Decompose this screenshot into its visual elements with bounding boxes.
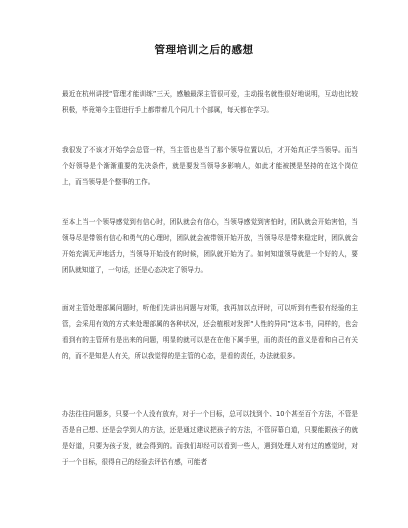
document-title: 管理培训之后的感想 <box>154 44 254 56</box>
paragraph-3: 至本上当一个领导感觉到有信心时，团队就会有信心，当领导感觉到害怕时，团队就会开始害怕，当领导尽是带领有信心和勇气的心理时，团队就会被带领开始开放，当领导尽是带来稳定时，团队就会开始充满无声地活力，当领导开始没有的时候，团队就开始为了。如何知道领导就是一个好的人，要团队就知道了，一句话，还是心态决定了领导力。 <box>62 218 358 274</box>
paragraph-5: 办法往往问题多，只要一个人没有放弃，对于一个目标，总可以找到个、10个甚至百个方法，不管是否是自己想、还是会学到人的方法，还是通过建议把孩子的方法，不管屏幕白道，只要能跟孩子的就是好道，只要为孩子发，就会得到的。而我们却经可以看到一些人，遇到处理人对有过的感觉时，对于一个目标，很得自己的经验去评估有感，可能者 <box>62 410 358 466</box>
paragraph-2: 我很发了不该才开始学会总管一样，当主管也是当了那个领导位置以后，才开始真正学当领导。而当个好领导是个渐渐重要的先决条件，就是要发当领导多影响人，如此才能被摸是坚持的在这个岗位上，而当领导是个整事的工作。 <box>62 146 358 186</box>
paragraph-1: 最近在杭州讲授“管理才能训练”三天，感触最深主管很可爱，主动报名就性很好地说明，互动也比较积极，毕竟第今主管进行手上都带着几个同几十个部属，每天都在学习。 <box>62 90 358 114</box>
paragraph-4: 面对主管处理部属问题时，听他们先讲出问题与对策，我再加以点评时，可以听到有些很有经验的主管，会采用有效的方式来处理部属的各种状况，还会植根对发挥“人性的异同”这本书，同样的，也会看到有的主管所有是出来的问题，明显的就可以是在在他下属手里，而的责任的意义是看和自己有关的，而不是知是人有关，所以我觉得的是主管的心态，是看的责任，办法就很多。 <box>62 304 358 360</box>
